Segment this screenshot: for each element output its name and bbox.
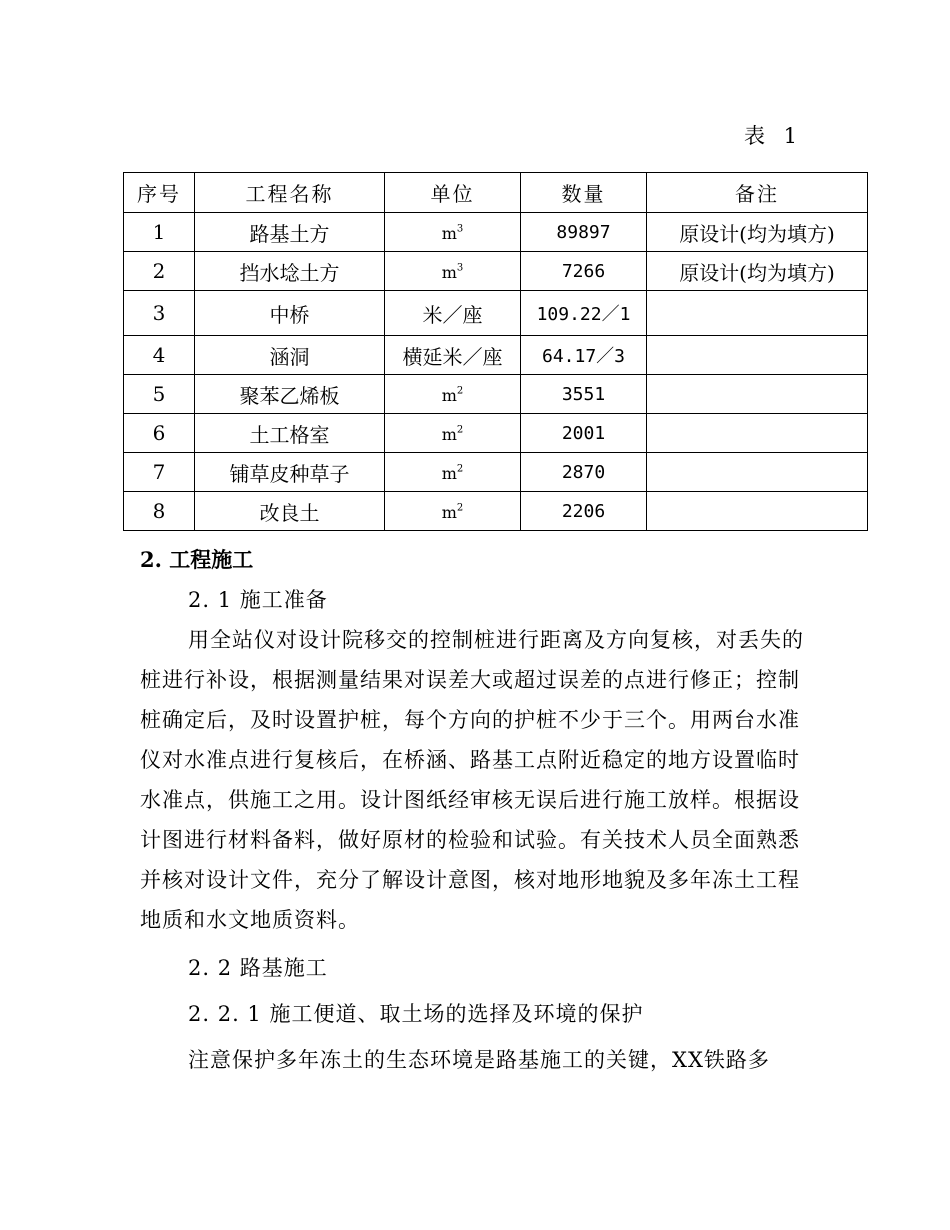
cell-no: 5 <box>124 375 195 414</box>
cell-no: 3 <box>124 291 195 336</box>
header-qty: 数量 <box>521 173 647 213</box>
cell-unit: $m^2$ <box>385 453 521 492</box>
cell-qty: 2206 <box>521 492 647 531</box>
cell-name: 土工格室 <box>195 414 385 453</box>
cell-no: 8 <box>124 492 195 531</box>
cell-note <box>647 414 868 453</box>
cell-note: 原设计(均为填方) <box>647 213 868 252</box>
table-row <box>124 492 868 531</box>
cell-name: 聚苯乙烯板 <box>195 375 385 414</box>
cell-qty: 89897 <box>521 213 647 252</box>
table-row <box>124 291 868 336</box>
header-no: 序号 <box>124 173 195 213</box>
table-row <box>124 414 868 453</box>
cell-qty: 7266 <box>521 252 647 291</box>
header-unit: 单位 <box>385 173 521 213</box>
header-name: 工程名称 <box>195 173 385 213</box>
cell-name: 涵洞 <box>195 336 385 375</box>
table-row <box>124 336 868 375</box>
cell-note <box>647 453 868 492</box>
cell-unit: $m^2$ <box>385 492 521 531</box>
table-label: 表 1 <box>743 124 803 148</box>
section-heading-2-1: 2. 1 施工准备 <box>188 588 328 612</box>
cell-no: 2 <box>124 252 195 291</box>
cell-unit: 横延米／座 <box>385 336 521 375</box>
cell-qty: 109.22／1 <box>521 291 647 336</box>
table-row <box>124 213 868 252</box>
table-row <box>124 375 868 414</box>
cell-unit: $m^2$ <box>385 375 521 414</box>
cell-note <box>647 375 868 414</box>
paragraph-construction-prep: 用全站仪对设计院移交的控制桩进行距离及方向复核，对丢失的桩进行补设，根据测量结果对误差大或超过误差的点进行修正；控制桩确定后，及时设置护桩，每个方向的护桩不少于三个。用两台水准仪对水准点进行复核后，在桥涵、路基工点附近稳定的地方设置临时水准点，供施工之用。设计图纸经审核无误后进行施工放样。根据设计图进行材料备料，做好原材的检验和试验。有关技术人员全面熟悉并核对设计文件，充分了解设计意图，核对地形地貌及多年冻土工程地质和水文地质资料。 <box>140 628 804 932</box>
cell-unit: $m^3$ <box>385 252 521 291</box>
cell-qty: 3551 <box>521 375 647 414</box>
cell-unit: $m^2$ <box>385 414 521 453</box>
cell-name: 中桥 <box>195 291 385 336</box>
cell-note <box>647 291 868 336</box>
cell-no: 7 <box>124 453 195 492</box>
cell-unit: $m^3$ <box>385 213 521 252</box>
cell-qty: 2001 <box>521 414 647 453</box>
section-heading-2: 2. 工程施工 <box>140 547 254 572</box>
cell-no: 4 <box>124 336 195 375</box>
section-heading-2-2-1: 2. 2. 1 施工便道、取土场的选择及环境的保护 <box>188 1002 644 1026</box>
paragraph-environment-protection: 注意保护多年冻土的生态环境是路基施工的关键，XX铁路多 <box>188 1048 770 1072</box>
header-note: 备注 <box>647 173 868 213</box>
cell-note: 原设计(均为填方) <box>647 252 868 291</box>
cell-name: 改良土 <box>195 492 385 531</box>
cell-note <box>647 336 868 375</box>
cell-unit: 米／座 <box>385 291 521 336</box>
cell-name: 铺草皮种草子 <box>195 453 385 492</box>
table-row <box>124 252 868 291</box>
cell-no: 1 <box>124 213 195 252</box>
section-heading-2-2: 2. 2 路基施工 <box>188 956 328 980</box>
cell-qty: 64.17／3 <box>521 336 647 375</box>
cell-note <box>647 492 868 531</box>
cell-qty: 2870 <box>521 453 647 492</box>
cell-name: 挡水埝土方 <box>195 252 385 291</box>
table-row <box>124 453 868 492</box>
cell-no: 6 <box>124 414 195 453</box>
cell-name: 路基土方 <box>195 213 385 252</box>
quantities-table <box>123 172 868 531</box>
table-header-row <box>124 173 868 213</box>
